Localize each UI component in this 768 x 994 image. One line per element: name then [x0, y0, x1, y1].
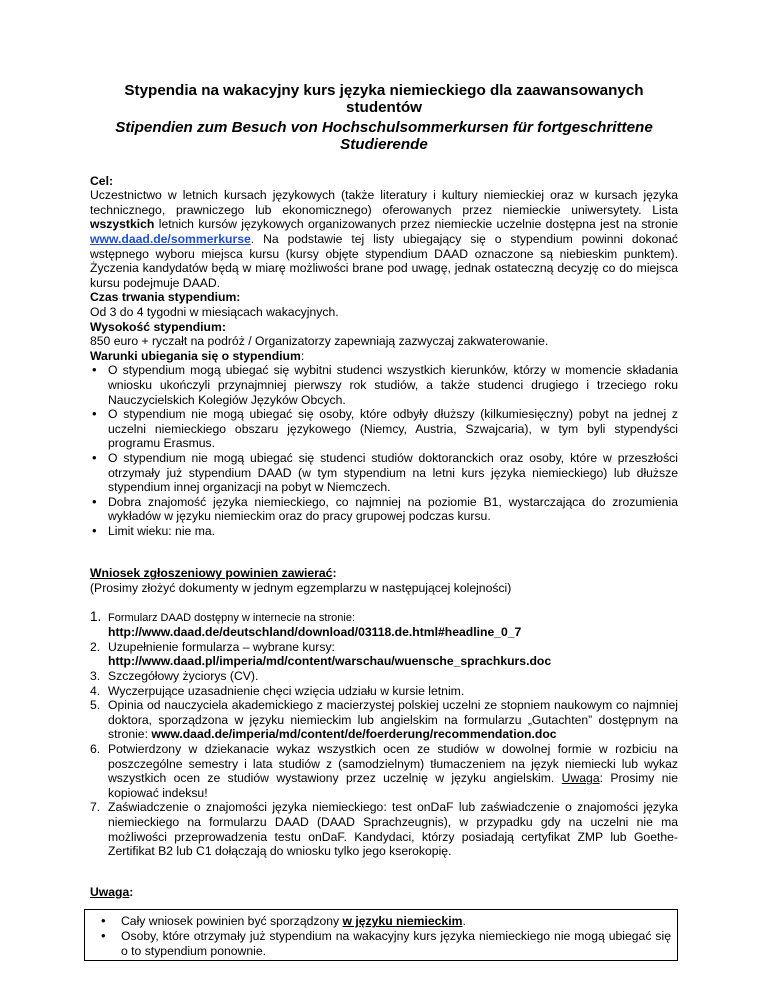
- wniosek-heading: Wniosek zgłoszeniowy powinien zawierać:: [90, 566, 337, 581]
- list-item: • Cały wniosek powinien być sporządzony w języku niemieckim.: [91, 914, 671, 929]
- list-item: • O stypendium mogą ubiegać się wybitni studenci wszystkich kierunków, którzy w momencie składania wniosku ukończyli przynajmniej pierwszy rok studiów, a także studenci drugiego i trzeciego roku Nauczycielskich Kolegiów Języków Obcych.: [90, 363, 678, 407]
- sommerkurse-link[interactable]: www.daad.de/sommerkurse: [90, 232, 251, 246]
- list-item: 1. Formularz DAAD dostępny w internecie na stronie: http://www.daad.de/deutschland/download/03118.de.html#headline_0_7: [90, 608, 522, 640]
- uwaga-heading: Uwaga:: [90, 884, 134, 899]
- list-item: 3. Szczegółowy życiorys (CV).: [90, 669, 259, 684]
- title-block: [86, 82, 682, 154]
- recommendation-url[interactable]: www.daad.de/imperia/md/content/de/foerderung/recommendation.doc: [151, 727, 557, 742]
- list-item: • Dobra znajomość języka niemieckiego, co najmniej na poziomie B1, wystarczająca do zrozumienia wykładów w języku niemieckim oraz do pracy grupowej podczas kursu.: [90, 495, 678, 524]
- warunki-heading: Warunki ubiegania się o stypendium:: [90, 348, 305, 363]
- uwaga-box: [84, 909, 678, 961]
- document-page: [90, 82, 678, 961]
- wniosek-subtitle: (Prosimy złożyć dokumenty w jednym egzemplarzu w następującej kolejności): [90, 581, 512, 596]
- list-item: 7. Zaświadczenie o znajomości języka niemieckiego: test onDaF lub zaświadczenie o znajomości języka niemieckiego na formularzu DAAD (DAAD Sprachzeugnis), w przypadku gdy na uczelni nie ma możliwości przeprowadzenia testu onDaF. Kandydaci, którzy posiadają certyfikat ZMP lub Goethe-Zertifikat B2 lub C1 dołączają do wniosku tylko jego kserokopię.: [90, 800, 678, 859]
- list-item: • O stypendium nie mogą ubiegać się studenci studiów doktoranckich oraz osoby, które w przeszłości otrzymały już stypendium DAAD (w tym stypendium na letni kurs języka niemieckiego) lub dłuższe stypendium innej organizacji na pobyt w Niemczech.: [90, 451, 678, 495]
- list-item: • O stypendium nie mogą ubiegać się osoby, które odbyły dłuższy (kilkumiesięczny) pobyt na jednej z uczelni niemieckiego obszaru językowego (Niemcy, Austria, Szwajcaria), w tym byli stypendyści programu Erasmus.: [90, 407, 678, 451]
- cel-paragraph: Uczestnictwo w letnich kursach językowych (także literatury i kultury niemieckiej oraz w kursach języka technicznego, prawniczego lub ekonomicznego) oferowanych przez niemieckie uniwersytety. Lista wszystkich letnich kursów językowych organizowanych przez niemieckie uczelnie dostępna jest na stronie www.daad.de/sommerkurse. Na podstawie tej listy ubiegający się o stypendium powinni dokonać wstępnego wyboru miejsca kursu (kursy objęte stypendium DAAD oznaczone są niebieskim punktem). Życzenia kandydatów będą w miarę możliwości brane pod uwagę, jednak ostateczną decyzję co do miejsca kursu podejmuje DAAD.: [90, 188, 678, 290]
- warunki-list: [90, 363, 678, 538]
- list-item: • Osoby, które otrzymały już stypendium na wakacyjny kurs języka niemieckiego nie mogą ubiegać się o to stypendium ponownie.: [91, 929, 671, 958]
- list-item: 5. Opinia od nauczyciela akademickiego z macierzystej polskiej uczelni ze stopniem naukowym co najmniej doktora, sporządzona w języku niemieckim lub angielskim na formularzu „Gutachten” dostępnym na stronie: www.daad.de/imperia/md/content/de/foerderung/recommendation.doc: [90, 698, 678, 742]
- list-item: 6. Potwierdzony w dziekanacie wykaz wszystkich ocen ze studiów w dowolnej formie w rozbiciu na poszczególne semestry i lata studiów z (samodzielnym) tłumaczeniem na język niemiecki lub wykaz wszystkich ocen ze studiów wystawiony przez uczelnię w języku angielskim. Uwaga: Prosimy nie kopiować indeksu!: [90, 742, 679, 800]
- wuensche-url[interactable]: http://www.daad.pl/imperia/md/content/warschau/wuensche_sprachkurs.doc: [108, 654, 552, 669]
- wniosek-list: [90, 610, 678, 859]
- wysokosc-text: 850 euro + ryczałt na podróż / Organizatorzy zapewniają zazwyczaj zakwaterowanie.: [90, 334, 549, 349]
- list-item: • Limit wieku: nie ma.: [90, 524, 678, 539]
- title-german: Stipendien zum Besuch von Hochschulsommerkursen für fortgeschrittene Studierende: [115, 118, 653, 154]
- cel-heading: Cel:: [90, 173, 114, 188]
- list-item: 2. Uzupełnienie formularza – wybrane kursy: http://www.daad.pl/imperia/md/content/warschau/wuensche_sprachkurs.doc: [90, 639, 552, 669]
- list-item: 4. Wyczerpujące uzasadnienie chęci wzięcia udziału w kursie letnim.: [90, 683, 465, 698]
- czas-text: Od 3 do 4 tygodni w miesiącach wakacyjnych.: [90, 304, 339, 319]
- form-url[interactable]: http://www.daad.de/deutschland/download/03118.de.html#headline_0_7: [108, 625, 522, 640]
- czas-heading: Czas trwania stypendium:: [90, 290, 241, 305]
- wysokosc-heading: Wysokość stypendium:: [90, 319, 226, 334]
- title-polish: Stypendia na wakacyjny kurs języka niemieckiego dla zaawansowanych studentów: [124, 82, 644, 117]
